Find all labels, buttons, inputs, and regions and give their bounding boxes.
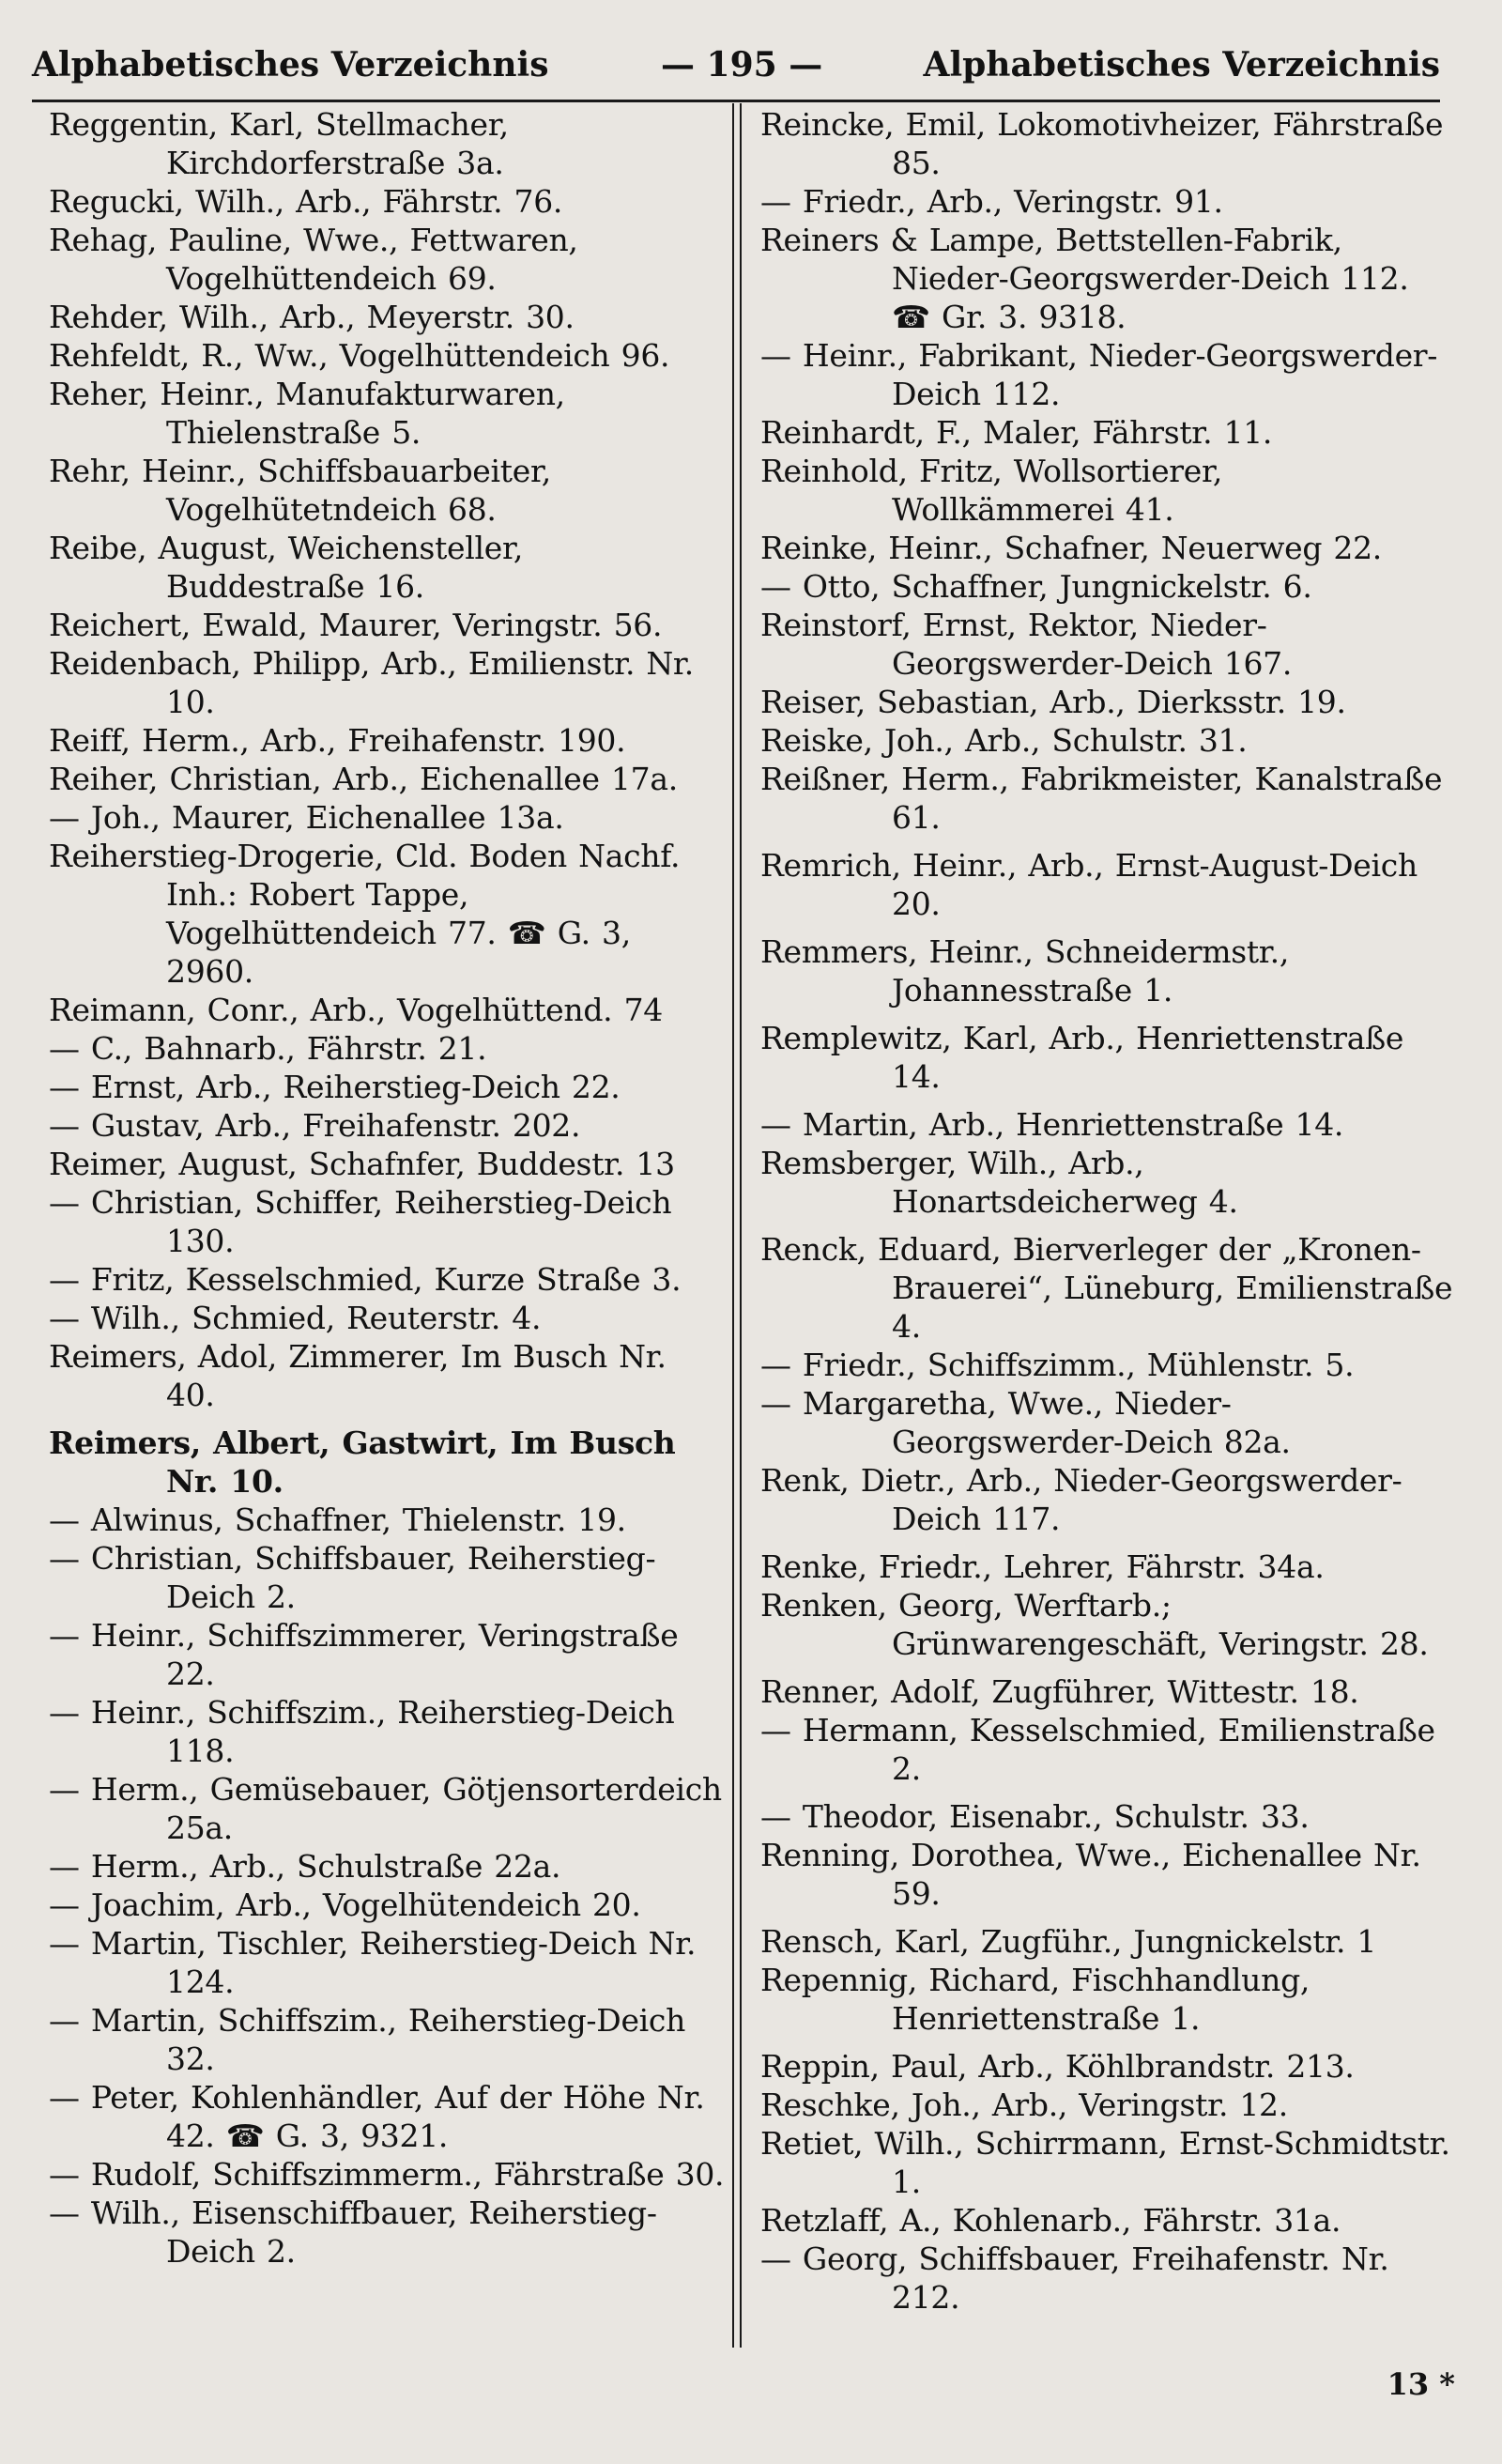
right-column — [760, 105, 1455, 2317]
entry: — Heinr., Schiffszimmerer, Veringstraße 22. — [49, 1617, 679, 1692]
entry: Reiske, Joh., Arb., Schulstr. 31. — [760, 722, 1248, 759]
entry: Retiet, Wilh., Schirrmann, Ernst-Schmidtstr. 1. — [760, 2125, 1450, 2200]
entry: Reichert, Ewald, Maurer, Veringstr. 56. — [49, 607, 663, 643]
entry: — Wilh., Schmied, Reuterstr. 4. — [49, 1300, 542, 1336]
entry: — Friedr., Schiffszimm., Mühlenstr. 5. — [760, 1347, 1355, 1383]
entry: Reimann, Conr., Arb., Vogelhüttend. 74 — [49, 992, 663, 1028]
printer-signature: 13 * — [1387, 2366, 1455, 2402]
entry: Reinhold, Fritz, Wollsortierer, Wollkämmerei 41. — [760, 453, 1223, 528]
entry: Reppin, Paul, Arb., Köhlbrandstr. 213. — [760, 2048, 1355, 2085]
entry: Renke, Friedr., Lehrer, Fährstr. 34a. — [760, 1548, 1325, 1585]
entry: Remrich, Heinr., Arb., Ernst-August-Deich 20. — [760, 847, 1418, 922]
entry: Remplewitz, Karl, Arb., Henriettenstraße 14. — [760, 1020, 1404, 1095]
entry: — Martin, Tischler, Reiherstieg-Deich Nr. 124. — [49, 1925, 697, 2000]
entry: — Otto, Schaffner, Jungnickelstr. 6. — [760, 568, 1312, 605]
entry: Renning, Dorothea, Wwe., Eichenallee Nr. 59. — [760, 1837, 1421, 1912]
entry: — Martin, Arb., Henriettenstraße 14. — [760, 1106, 1344, 1143]
entry: — Joh., Maurer, Eichenallee 13a. — [49, 799, 564, 836]
column-divider-2 — [740, 103, 742, 2348]
entry: Reiners & Lampe, Bettstellen-Fabrik, Nieder-Georgswerder-Deich 112. ☎ Gr. 3. 9318. — [760, 222, 1409, 335]
entry: Repennig, Richard, Fischhandlung, Henriettenstraße 1. — [760, 1962, 1310, 2037]
entry: Reinke, Heinr., Schafner, Neuerweg 22. — [760, 530, 1382, 566]
entry: — Georg, Schiffsbauer, Freihafenstr. Nr. 212. — [760, 2241, 1389, 2316]
entry: — Fritz, Kesselschmied, Kurze Straße 3. — [49, 1261, 682, 1298]
entry: Remsberger, Wilh., Arb., Honartsdeicherweg 4. — [760, 1145, 1238, 1220]
header-right-title: Alphabetisches Verzeichnis — [923, 45, 1440, 85]
entry: Rehr, Heinr., Schiffsbauarbeiter, Vogelhütetndeich 68. — [49, 453, 551, 528]
entry: Rensch, Karl, Zugführ., Jungnickelstr. 1 — [760, 1923, 1377, 1960]
entry: Renk, Dietr., Arb., Nieder-Georgswerder-Deich 117. — [760, 1462, 1402, 1537]
entry: Retzlaff, A., Kohlenarb., Fährstr. 31a. — [760, 2202, 1341, 2239]
entry: Renner, Adolf, Zugführer, Wittestr. 18. — [760, 1673, 1359, 1710]
entry: Rehder, Wilh., Arb., Meyerstr. 30. — [49, 299, 575, 335]
entry: — C., Bahnarb., Fährstr. 21. — [49, 1030, 487, 1067]
entry: Reincke, Emil, Lokomotivheizer, Fährstraße 85. — [760, 106, 1444, 181]
entry: — Martin, Schiffszim., Reiherstieg-Deich 32. — [49, 2002, 686, 2077]
entry: Reiser, Sebastian, Arb., Dierksstr. 19. — [760, 684, 1346, 720]
left-column — [49, 105, 725, 2271]
header-rule — [32, 100, 1440, 102]
column-divider-1 — [732, 103, 734, 2348]
entry: Reinstorf, Ernst, Rektor, Nieder-Georgswerder-Deich 167. — [760, 607, 1293, 682]
page-header — [32, 45, 1440, 90]
entry: Reinhardt, F., Maler, Fährstr. 11. — [760, 414, 1273, 451]
entry: Reidenbach, Philipp, Arb., Emilienstr. Nr. 10. — [49, 645, 694, 720]
entry: Reher, Heinr., Manufakturwaren, Thielenstraße 5. — [49, 376, 565, 451]
entry: Reiher, Christian, Arb., Eichenallee 17a. — [49, 761, 678, 797]
entry: Reibe, August, Weichensteller, Buddestraße 16. — [49, 530, 524, 605]
entry: — Alwinus, Schaffner, Thielenstr. 19. — [49, 1502, 626, 1538]
entry: — Christian, Schiffsbauer, Reiherstieg-Deich 2. — [49, 1540, 656, 1615]
entry: — Christian, Schiffer, Reiherstieg-Deich 130. — [49, 1184, 672, 1259]
entry: Reiherstieg-Drogerie, Cld. Boden Nachf. Inh.: Robert Tappe, Vogelhüttendeich 77. ☎ G. 3, 2960. — [49, 838, 681, 990]
entry: — Rudolf, Schiffszimmerm., Fährstraße 30. — [49, 2156, 725, 2193]
entry: Renken, Georg, Werftarb.; Grünwarengeschäft, Veringstr. 28. — [760, 1587, 1429, 1662]
entry-highlighted: Reimers, Albert, Gastwirt, Im Busch Nr. 10. — [49, 1424, 676, 1500]
entry: — Theodor, Eisenabr., Schulstr. 33. — [760, 1798, 1310, 1835]
header-left-title: Alphabetisches Verzeichnis — [32, 45, 549, 85]
page-number: — 195 — — [661, 45, 823, 85]
entry: Reißner, Herm., Fabrikmeister, Kanalstraße 61. — [760, 761, 1443, 836]
entry: Regucki, Wilh., Arb., Fährstr. 76. — [49, 183, 563, 220]
entry: Reschke, Joh., Arb., Veringstr. 12. — [760, 2087, 1288, 2123]
entry: Rehfeldt, R., Ww., Vogelhüttendeich 96. — [49, 337, 670, 374]
entry: Rehag, Pauline, Wwe., Fettwaren, Vogelhüttendeich 69. — [49, 222, 578, 297]
entry: — Heinr., Fabrikant, Nieder-Georgswerder-Deich 112. — [760, 337, 1438, 412]
entry: — Ernst, Arb., Reiherstieg-Deich 22. — [49, 1069, 621, 1105]
entry: Reimers, Adol, Zimmerer, Im Busch Nr. 40. — [49, 1338, 667, 1413]
entry: — Wilh., Eisenschiffbauer, Reiherstieg-Deich 2. — [49, 2194, 657, 2270]
entry: — Gustav, Arb., Freihafenstr. 202. — [49, 1107, 581, 1144]
entry: Reiff, Herm., Arb., Freihafenstr. 190. — [49, 722, 626, 759]
entry: — Herm., Arb., Schulstraße 22a. — [49, 1848, 561, 1885]
entry: Remmers, Heinr., Schneidermstr., Johannesstraße 1. — [760, 933, 1290, 1009]
entry: — Herm., Gemüsebauer, Götjensorterdeich 25a. — [49, 1771, 722, 1846]
entry: Reggentin, Karl, Stellmacher, Kirchdorferstraße 3a. — [49, 106, 509, 181]
entry: — Margaretha, Wwe., Nieder-Georgswerder-Deich 82a. — [760, 1385, 1291, 1460]
entry: — Joachim, Arb., Vogelhütendeich 20. — [49, 1886, 641, 1923]
entry: — Hermann, Kesselschmied, Emilienstraße 2. — [760, 1712, 1435, 1787]
entry: Renck, Eduard, Bierverleger der „Kronen-Brauerei“, Lüneburg, Emilienstraße 4. — [760, 1231, 1453, 1345]
entry: Reimer, August, Schafnfer, Buddestr. 13 — [49, 1146, 675, 1182]
entry: — Heinr., Schiffszim., Reiherstieg-Deich 118. — [49, 1694, 675, 1769]
entry: — Friedr., Arb., Veringstr. 91. — [760, 183, 1223, 220]
entry: — Peter, Kohlenhändler, Auf der Höhe Nr. 42. ☎ G. 3, 9321. — [49, 2079, 705, 2154]
